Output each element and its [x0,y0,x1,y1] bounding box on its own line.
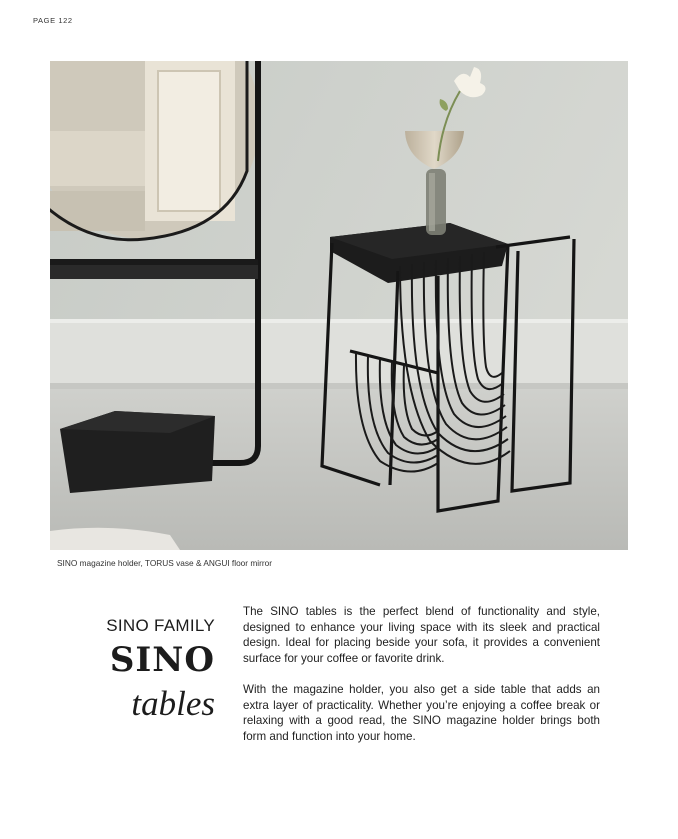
page-number: PAGE 122 [33,16,73,25]
product-photo [50,61,628,550]
family-label: SINO FAMILY [106,616,215,635]
product-subtitle: tables [131,684,215,723]
body-copy [243,604,600,760]
body-paragraph-1: The SINO tables is the perfect blend of functionality and style, designed to enhance your living space with its sleek and practical design. Ideal for placing beside your sofa, it provides a convenient surface for your coffee or favorite drink. [243,605,600,666]
photo-caption: SINO magazine holder, TORUS vase & ANGUI floor mirror [57,558,273,568]
body-paragraph-2: With the magazine holder, you also get a side table that adds an extra layer of practicality. Whether you’re enjoying a coffee break or relaxing with a good read, the SINO magazine holder brings both form and function into your home. [243,682,600,743]
product-title: SINO [109,640,215,680]
